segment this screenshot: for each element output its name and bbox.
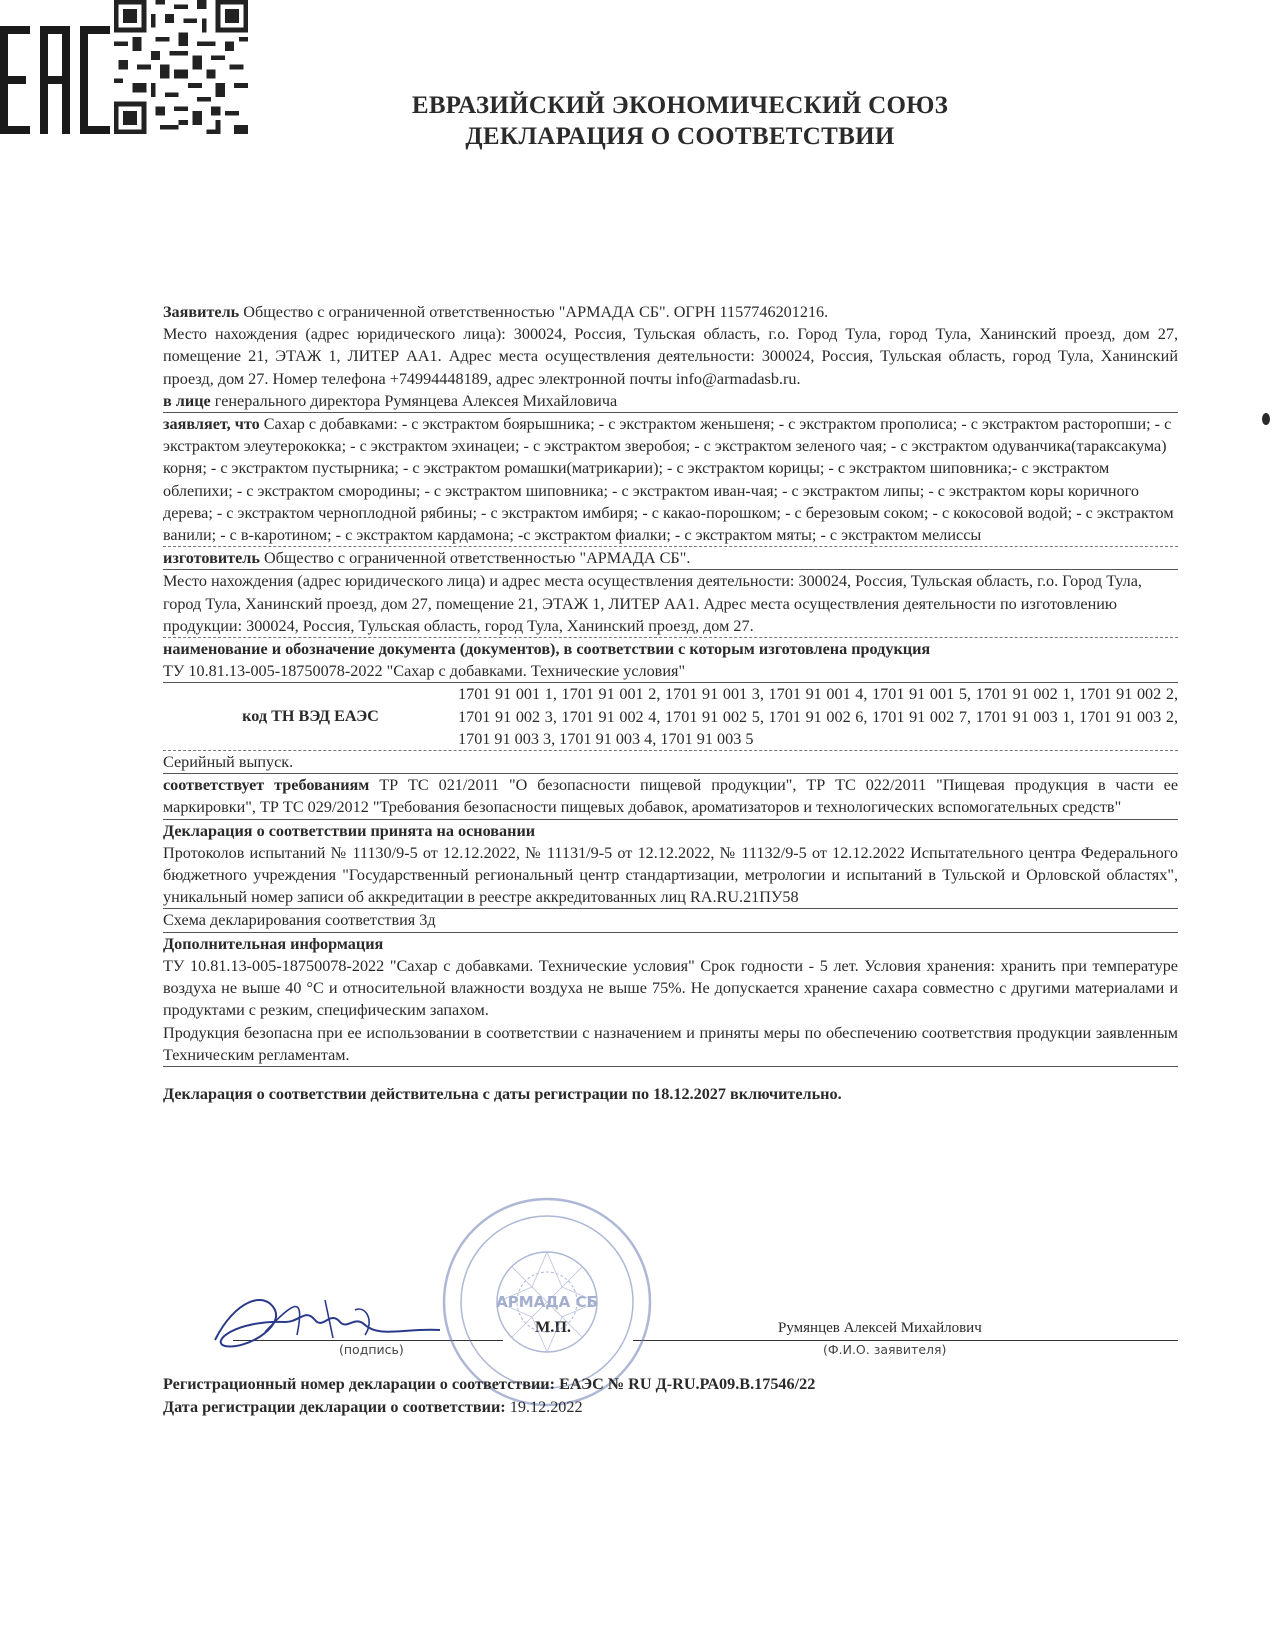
registration-date-row (163, 1398, 583, 1417)
documents-label: наименование и обозначение документа (документов), в соответствии с которым изготовлена продукция (163, 640, 931, 659)
manufacturer-section (163, 547, 1178, 570)
scheme-section (163, 909, 1178, 932)
declares-label: заявляет, что (163, 415, 260, 434)
document-title-line2: ДЕКЛАРАЦИЯ О СООТВЕТСТВИИ (465, 123, 895, 150)
additional-section (163, 933, 1178, 1067)
serial-text: Серийный выпуск. (163, 753, 294, 772)
applicant-label: Заявитель (163, 303, 240, 321)
codes-list: 1701 91 001 1, 1701 91 001 2, 1701 91 001 3, 1701 91 001 4, 1701 91 001 5, 1701 91 002 1, 1701 91 002 2, 1701 91 002 3, 1701 91 002 4, 1701 91 002 5, 1701 91 002 6, 1701 91 002 7, 1701 91 003 1, 1701 91 003 2, 1701 91 003 3, 1701 91 003 4, 1701 91 003 5 (458, 685, 1178, 748)
codes-label: код ТН ВЭД ЕАЭС (242, 707, 379, 726)
manufacturer-name: Общество с ограниченной ответственностью "АРМАДА СБ". (263, 549, 691, 568)
manufacturer-label: изготовитель (163, 549, 260, 568)
basis-label: Декларация о соответствии принята на основании (163, 821, 536, 840)
serial-section (163, 751, 1178, 774)
registration-number-label: Регистрационный номер декларации о соответствии: (163, 1375, 556, 1393)
applicant-section (163, 301, 1178, 390)
represented-by-section (163, 390, 1178, 413)
applicant-name: Общество с ограниченной ответственностью "АРМАДА СБ". ОГРН 1157746201216. (243, 303, 829, 321)
basis-text: Протоколов испытаний № 11130/9-5 от 12.12.2022, № 11131/9-5 от 12.12.2022, № 11132/9-5 от 12.12.2022 Испытательного центра Федерального бюджетного учреждения "Государственный региональный центр стандартизации, метрологии и испытаний в Тульской и Орловской областях", уникальный номер записи об аккредитации в реестре аккредитованных лиц RA.RU.21ПУ58 (163, 843, 1178, 907)
eac-logo (0, 26, 110, 134)
represented-by-text: генерального директора Румянцева Алексея Михайловича (214, 391, 618, 410)
additional-label: Дополнительная информация (163, 934, 384, 953)
documents-section (163, 638, 1178, 683)
registration-number-row (163, 1375, 815, 1394)
product-list: Сахар с добавками: - с экстрактом боярышника; - с экстрактом женьшеня; - с экстрактом прополиса; - с экстрактом расторопши; - с экстрактом элеутерококка; - с экстрактом эхинацеи; - с экстрактом зверобоя; - с экстрактом зеленого чая; - с экстрактом одуванчика(тараксакума) корня; - с экстрактом пустырника; - с экстрактом ромашки(матрикарии); - с экстрактом корицы; - с экстрактом шиповника;- с экстрактом облепихи; - с экстрактом смородины; - с экстрактом шиповника; - с экстрактом иван-чая; - с экстрактом липы; - с экстрактом коры коричного дерева; - с экстрактом черноплодной рябины; - с экстрактом имбиря; - с какао-порошком; - с березовым соком; - с кокосовой водой; - с экстрактом ванили; - с в-каротином; - с экстрактом кардамона; -с экстрактом фиалки; - с экстрактом мяты; - с экстрактом мелиссы (163, 415, 1174, 545)
manufacturer-address-section (163, 570, 1178, 638)
compliance-text: ТР ТС 021/2011 "О безопасности пищевой продукции", ТР ТС 022/2011 "Пищевая продукция в части ее маркировки", ТР ТС 029/2012 "Требования безопасности пищевых добавок, ароматизаторов и технологических вспомогательных средств" (163, 776, 1179, 817)
registration-number-value: ЕАЭС № RU Д-RU.РА09.В.17546/22 (559, 1375, 816, 1393)
handwritten-signature (205, 1280, 445, 1360)
validity-section (163, 1083, 1178, 1105)
declares-section (163, 413, 1178, 547)
signature-caption: (подпись) (339, 1342, 404, 1357)
compliance-label: соответствует требованиям (163, 776, 370, 795)
compliance-section (163, 774, 1178, 819)
additional-text-2: Продукция безопасна при ее использовании в соответствии с назначением и приняты меры по обеспечению соответствия продукции заявленным Техническим регламентам. (163, 1023, 1178, 1064)
mp-label: М.П. (535, 1318, 571, 1336)
name-line (633, 1340, 1178, 1341)
manufacturer-address: Место нахождения (адрес юридического лица) и адрес места осуществления деятельности: 300024, Россия, Тульская область, г.о. Город Тула, город Тула, Ханинский проезд, дом 27, помещение 21, ЭТАЖ 1, ЛИТЕР АА1. Адрес места осуществления деятельности по изготовлению продукции: 300024, Россия, Тульская область, город Тула, Ханинский проезд, дом 27. (163, 572, 1142, 635)
applicant-full-name: Румянцев Алексей Михайлович (778, 1320, 982, 1336)
codes-section (163, 683, 1178, 751)
represented-by-label: в лице (163, 391, 211, 410)
additional-text-1: ТУ 10.81.13-005-18750078-2022 "Сахар с добавками. Технические условия" Срок годности - 5 лет. Условия хранения: хранить при температуре воздуха не выше 40 °С и относительной влажности воздуха не выше 75%. Не допускается хранение сахара совместно с другими материалами и продуктами с резким, специфическим запахом. (163, 956, 1178, 1020)
scheme-text: Схема декларирования соответствия 3д (163, 911, 436, 930)
validity-text: Декларация о соответствии действительна с даты регистрации по 18.12.2027 включительно. (163, 1084, 842, 1103)
name-caption: (Ф.И.О. заявителя) (823, 1342, 947, 1357)
documents-text: ТУ 10.81.13-005-18750078-2022 "Сахар с добавками. Технические условия" (163, 662, 686, 681)
document-title-line1: ЕВРАЗИЙСКИЙ ЭКОНОМИЧЕСКИЙ СОЮЗ (411, 92, 949, 119)
stamp-text: АРМАДА СБ (496, 1293, 598, 1311)
basis-section (163, 820, 1178, 910)
registration-date-value: 19.12.2022 (509, 1398, 583, 1416)
declaration-body (163, 301, 1178, 1105)
qr-code-icon (114, 0, 248, 134)
punch-hole-mark (1262, 413, 1270, 425)
applicant-address: Место нахождения (адрес юридического лица): 300024, Россия, Тульская область, г.о. Город Тула, город Тула, Ханинский проезд, дом 27, помещение 21, ЭТАЖ 1, ЛИТЕР АА1. Адрес места осуществления деятельности: 300024, Россия, Тульская область, город Тула, Ханинский проезд, дом 27. Номер телефона +74994448189, адрес электронной почты info@armadasb.ru. (163, 325, 1178, 388)
registration-date-label: Дата регистрации декларации о соответствии: (163, 1398, 506, 1416)
